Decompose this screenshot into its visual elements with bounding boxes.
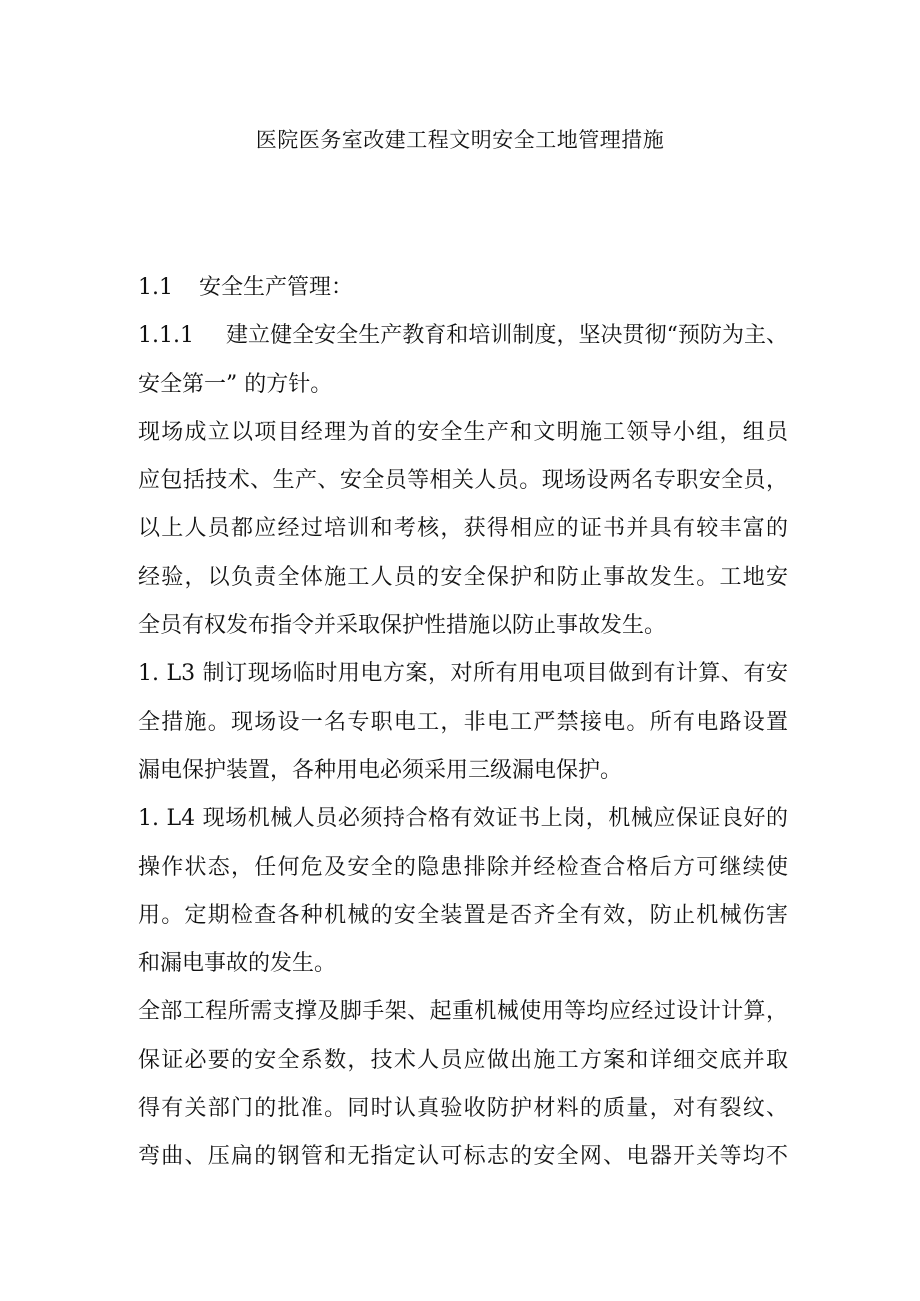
paragraph-line: 漏电保护装置，各种用电必须采用三级漏电保护。 (138, 757, 623, 783)
document-body (138, 264, 788, 1182)
paragraph-line: 全员有权发布指令并采取保护性措施以防止事故发生。 (138, 613, 667, 639)
paragraph-line: 1. L4 现场机械人员必须持合格有效证书上岗，机械应保证良好的 (138, 806, 788, 832)
paragraph-line-text: 建立健全安全生产教育和培训制度，坚决贯彻“预防为主、 (225, 323, 788, 349)
paragraph-line: 应包括技术、生产、安全员等相关人员。现场设两名专职安全员， (138, 468, 788, 494)
section-heading-text: 安全生产管理： (199, 275, 354, 300)
paragraph-line: 1. L3 制订现场临时用电方案，对所有用电项目做到有计算、有安 (138, 661, 788, 687)
paragraph-line: 得有关部门的批准。同时认真验收防护材料的质量，对有裂纹、 (138, 1096, 788, 1122)
paragraph-line: 和漏电事故的发生。 (138, 951, 337, 977)
paragraph-line: 用。定期检查各种机械的安全装置是否齐全有效，防止机械伤害 (138, 902, 788, 928)
paragraph-line: 经验，以负责全体施工人员的安全保护和防止事故发生。工地安 (138, 564, 788, 590)
paragraph-line: 现场成立以项目经理为首的安全生产和文明施工领导小组，组员 (138, 419, 788, 445)
document-title: 医院医务室改建工程文明安全工地管理措施 (255, 128, 665, 152)
paragraph-line: 全部工程所需支撑及脚手架、起重机械使用等均应经过设计计算， (138, 999, 788, 1025)
paragraph-line: 保证必要的安全系数，技术人员应做出施工方案和详细交底并取 (138, 1047, 788, 1073)
paragraph-line (138, 312, 788, 360)
paragraph-line: 弯曲、压扁的钢管和无指定认可标志的安全网、电器开关等均不 (138, 1144, 788, 1170)
paragraph-line: 全措施。现场设一名专职电工，非电工严禁接电。所有电路设置 (138, 709, 788, 735)
section-number: 1.1 (138, 275, 173, 300)
section-heading (138, 264, 788, 312)
paragraph-line: 安全第一” 的方针。 (138, 371, 333, 397)
clause-number: 1.1.1 (138, 323, 194, 349)
paragraph-line: 以上人员都应经过培训和考核，获得相应的证书并具有较丰富的 (138, 516, 788, 542)
paragraph-line: 操作状态，任何危及安全的隐患排除并经检查合格后方可继续使 (138, 854, 788, 880)
